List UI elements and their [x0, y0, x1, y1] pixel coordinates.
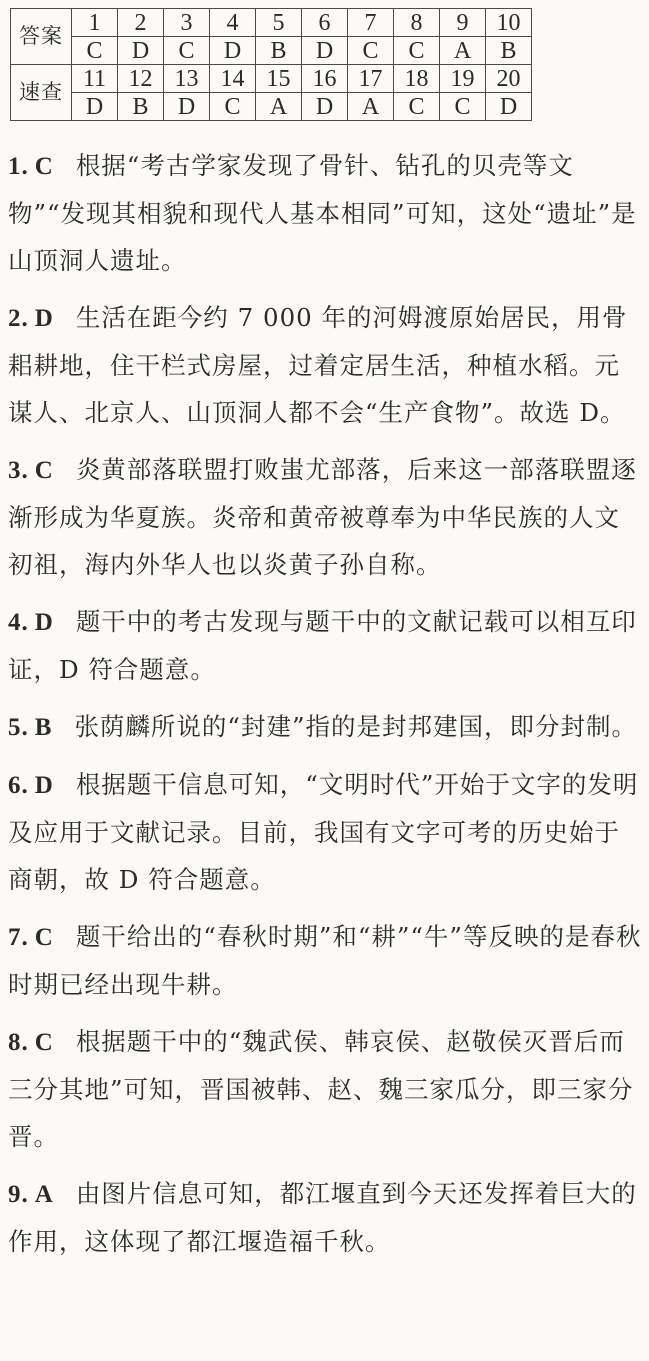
- question-number: 16: [302, 65, 348, 93]
- question-number: 1: [72, 9, 118, 37]
- question-number: 20: [486, 65, 532, 93]
- table-row: [11, 93, 532, 121]
- answer-letter: C: [72, 37, 118, 65]
- item-text: 根据“考古学家发现了骨针、钻孔的贝壳等文物”“发现其相貌和现代人基本相同”可知，这处“遗址”是山顶洞人遗址。: [8, 151, 637, 275]
- answer-letter: D: [118, 37, 164, 65]
- answer-letter: B: [486, 37, 532, 65]
- question-number: 3: [164, 9, 210, 37]
- question-number: 6: [302, 9, 348, 37]
- question-number: 5: [256, 9, 302, 37]
- question-number: 9: [440, 9, 486, 37]
- answer-letter: D: [486, 93, 532, 121]
- item-text: 生活在距今约 7 000 年的河姆渡原始居民，用骨耜耕地，住干栏式房屋，过着定居生活，种植水稻。元谋人、北京人、山顶洞人都不会“生产食物”。故选 D。: [8, 303, 628, 427]
- answer-letter: A: [348, 93, 394, 121]
- item-number: 6.: [8, 772, 29, 799]
- question-number: 13: [164, 65, 210, 93]
- question-number: 15: [256, 65, 302, 93]
- item-answer: C: [34, 924, 54, 951]
- item-answer: C: [34, 153, 54, 180]
- answer-letter: B: [256, 37, 302, 65]
- item-answer: D: [34, 772, 54, 799]
- item-number: 3.: [8, 457, 29, 484]
- item-text: 由图片信息可知，都江堰直到今天还发挥着巨大的作用，这体现了都江堰造福千秋。: [8, 1179, 637, 1256]
- question-number: 4: [210, 9, 256, 37]
- explanation-item: [8, 1018, 643, 1160]
- question-number: 14: [210, 65, 256, 93]
- item-number: 2.: [8, 305, 29, 332]
- table-row: [11, 37, 532, 65]
- answer-letter: D: [302, 37, 348, 65]
- answer-letter: D: [72, 93, 118, 121]
- question-number: 12: [118, 65, 164, 93]
- answer-letter: A: [440, 37, 486, 65]
- item-text: 题干中的考古发现与题干中的文献记载可以相互印证，D 符合题意。: [8, 607, 637, 684]
- answer-letter: A: [256, 93, 302, 121]
- item-answer: A: [34, 1181, 54, 1208]
- item-number: 7.: [8, 924, 29, 951]
- question-number: 2: [118, 9, 164, 37]
- answer-letter: C: [394, 37, 440, 65]
- answer-letter: D: [164, 93, 210, 121]
- item-number: 1.: [8, 153, 29, 180]
- item-answer: D: [34, 609, 54, 636]
- answer-quick-check-table: [10, 8, 532, 121]
- question-number: 8: [394, 9, 440, 37]
- item-number: 8.: [8, 1029, 29, 1056]
- item-answer: B: [34, 714, 53, 741]
- item-text: 题干给出的“春秋时期”和“耕”“牛”等反映的是春秋时期已经出现牛耕。: [8, 922, 642, 999]
- explanation-item: [8, 1170, 643, 1265]
- item-answer: C: [34, 457, 54, 484]
- explanation-item: [8, 913, 643, 1008]
- question-number: 7: [348, 9, 394, 37]
- answer-letter: D: [210, 37, 256, 65]
- explanation-item: [8, 446, 643, 588]
- answer-letter: C: [210, 93, 256, 121]
- explanation-item: [8, 294, 643, 436]
- question-number: 18: [394, 65, 440, 93]
- question-number: 19: [440, 65, 486, 93]
- table-row: [11, 9, 532, 37]
- question-number: 10: [486, 9, 532, 37]
- table-row: [11, 65, 532, 93]
- question-number: 17: [348, 65, 394, 93]
- explanation-item: [8, 703, 643, 751]
- table-label-answer: 答案: [11, 9, 72, 65]
- answer-letter: B: [118, 93, 164, 121]
- item-number: 4.: [8, 609, 29, 636]
- item-answer: C: [34, 1029, 54, 1056]
- explanation-item: [8, 598, 643, 693]
- item-number: 5.: [8, 714, 29, 741]
- item-number: 9.: [8, 1181, 29, 1208]
- explanation-item: [8, 761, 643, 903]
- item-text: 张荫麟所说的“封建”指的是封邦建国，即分封制。: [74, 712, 637, 741]
- explanation-list: [8, 142, 643, 1275]
- answer-letter: D: [302, 93, 348, 121]
- answer-letter: C: [440, 93, 486, 121]
- item-answer: D: [34, 305, 54, 332]
- answer-letter: C: [348, 37, 394, 65]
- question-number: 11: [72, 65, 118, 93]
- explanation-item: [8, 142, 643, 284]
- answer-letter: C: [164, 37, 210, 65]
- answer-letter: C: [394, 93, 440, 121]
- item-text: 炎黄部落联盟打败蚩尤部落，后来这一部落联盟逐渐形成为华夏族。炎帝和黄帝被尊奉为中华民族的人文初祖，海内外华人也以炎黄子孙自称。: [8, 455, 637, 579]
- item-text: 根据题干信息可知，“文明时代”开始于文字的发明及应用于文献记录。目前，我国有文字可考的历史始于商朝，故 D 符合题意。: [8, 770, 639, 894]
- table-label-check: 速查: [11, 65, 72, 121]
- item-text: 根据题干中的“魏武侯、韩哀侯、赵敬侯灭晋后而三分其地”可知，晋国被韩、赵、魏三家瓜分，即三家分晋。: [8, 1027, 634, 1151]
